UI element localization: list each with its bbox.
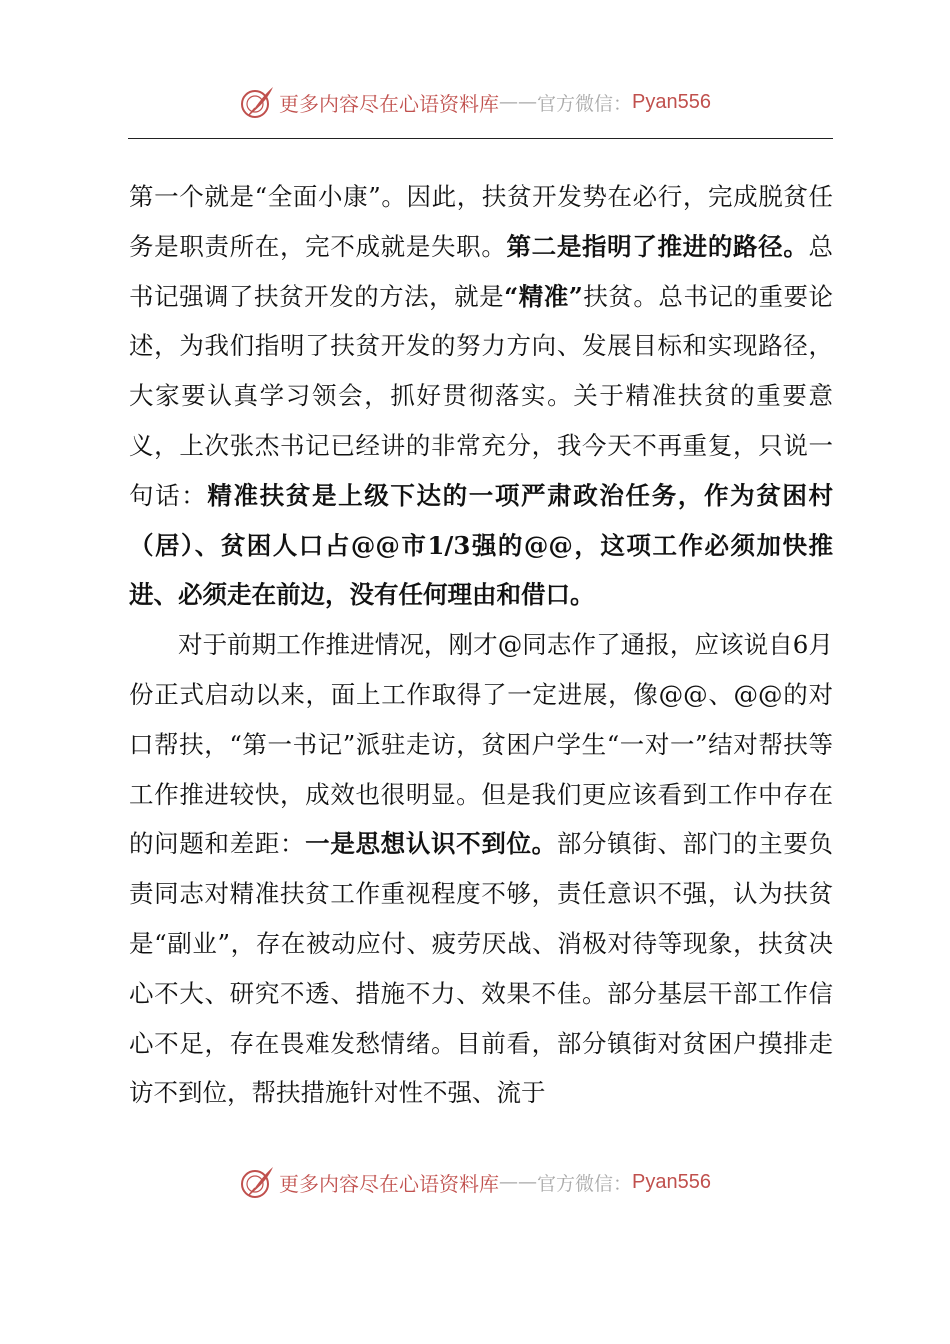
paragraph-1 (129, 172, 833, 620)
header-site-name: 更多内容尽在心语资料库 (279, 91, 499, 116)
document-body (129, 172, 833, 1118)
footer-wechat-label: 官方微信： (537, 1172, 633, 1195)
header-wechat-id: Pyan556 (632, 90, 711, 113)
p1-text-3: 扶贫。总书记的重要论述，为我们指明了扶贫开发的努力方向、发展目标和实现路径，大家要认真学习领会，抓好贯彻落实。关于精准扶贫的重要意义，上次张杰书记已经讲的非常充分，我今天不再重复，只说一句话： (129, 281, 834, 510)
p1-text-2: 总书记强调了扶贫开发的方法，就是 (129, 231, 833, 311)
feather-logo-icon (239, 84, 275, 120)
feather-logo-icon (239, 1164, 275, 1200)
header-dash: —— (499, 91, 537, 113)
header-banner (0, 82, 950, 122)
header-divider (128, 138, 833, 139)
p2-bold-heading: 一是思想认识不到位。 (305, 829, 557, 859)
p1-bold-statement: 精准扶贫是上级下达的一项严肃政治任务，作为贫困村（居）、贫困人口占@@市1/3强的@@，这项工作必须加快推进、必须走在前边，没有任何理由和借口。 (129, 480, 833, 610)
p1-text-1: 第一个就是“全面小康”。因此，扶贫开发势在必行，完成脱贫任务是职责所在，完不成就是失职。 (129, 182, 833, 261)
footer-banner (0, 1162, 950, 1202)
footer-dash: —— (499, 1171, 537, 1193)
footer-site-name: 更多内容尽在心语资料库 (279, 1171, 499, 1196)
p2-text-2: 部分镇街、部门的主要负责同志对精准扶贫工作重视程度不够，责任意识不强，认为扶贫是“副业”，存在被动应付、疲劳厌战、消极对待等现象，扶贫决心不大、研究不透、措施不力、效果不佳。部分基层干部工作信心不足，存在畏难发愁情绪。目前看，部分镇街对贫困户摸排走访不到位，帮扶措施针对性不强、流于 (129, 829, 834, 1108)
paragraph-2 (129, 620, 833, 1118)
p1-bold-quote: “精准” (504, 281, 583, 311)
p2-text-1: 对于前期工作推进情况，刚才@同志作了通报，应该说自6月份正式启动以来，面上工作取得了一定进展，像@@、@@的对口帮扶，“第一书记”派驻走访，贫困户学生“一对一”结对帮扶等工作推进较快，成效也很明显。但是我们更应该看到工作中存在的问题和差距： (129, 630, 833, 859)
header-wechat-label: 官方微信： (537, 92, 633, 115)
p1-bold-heading: 第二是指明了推进的路径。 (506, 231, 809, 261)
footer-wechat-id: Pyan556 (632, 1170, 711, 1193)
